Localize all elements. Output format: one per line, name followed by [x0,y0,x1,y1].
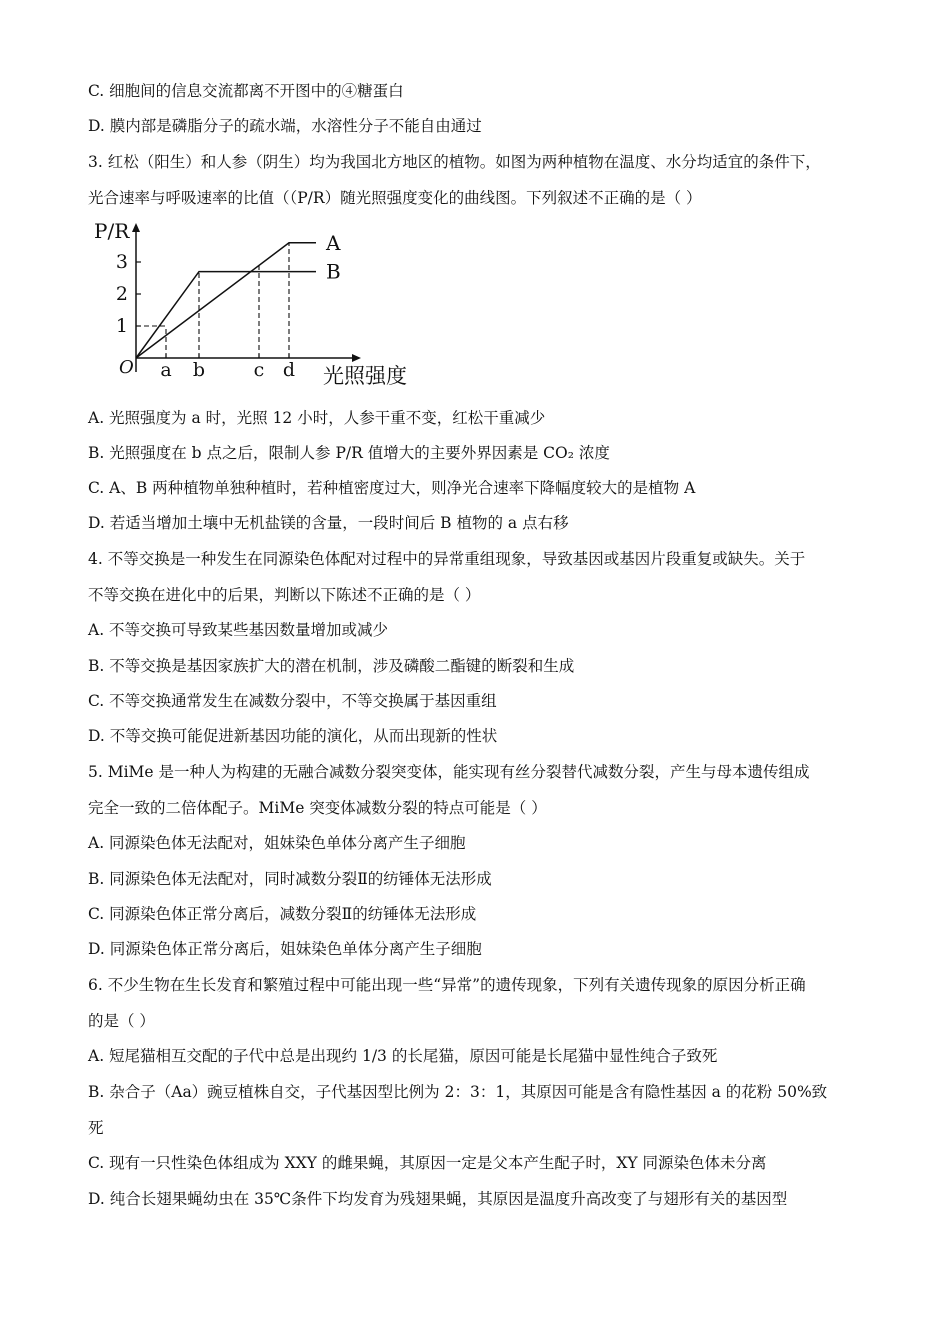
y-axis-label: P/R [94,219,130,243]
option-6c: C. 现有一只性染色体组成为 XXY 的雌果蝇，其原因一定是父本产生配子时，XY 同源染色体未分离 [88,1154,767,1172]
series-A-label: A [326,230,341,255]
option-4a: A. 不等交换可导致某些基因数量增加或减少 [88,621,389,639]
option-3a: A. 光照强度为 a 时，光照 12 小时，人参干重不变，红松干重减少 [88,409,546,427]
option-5a: A. 同源染色体无法配对，姐妹染色单体分离产生子细胞 [88,834,466,852]
option-4b: B. 不等交换是基因家族扩大的潜在机制，涉及磷酸二酯键的断裂和生成 [88,657,575,675]
option-5b: B. 同源染色体无法配对，同时减数分裂Ⅱ的纺锤体无法形成 [88,870,492,888]
question-4-stem-line2: 不等交换在进化中的后果，判断以下陈述不正确的是（ ） [88,586,481,604]
option-2d: D. 膜内部是磷脂分子的疏水端，水溶性分子不能自由通过 [88,117,482,135]
x-axis-arrow [352,354,361,362]
option-4c: C. 不等交换通常发生在减数分裂中，不等交换属于基因重组 [88,692,497,710]
question-6-stem-line1: 6. 不少生物在生长发育和繁殖过程中可能出现一些“异常”的遗传现象，下列有关遗传现象的原因分析正确 [88,976,806,994]
x-tick-label-d: d [282,359,296,381]
option-5d: D. 同源染色体正常分离后，姐妹染色单体分离产生子细胞 [88,940,482,958]
option-4d: D. 不等交换可能促进新基因功能的演化，从而出现新的性状 [88,727,498,745]
y-tick-label-2: 2 [115,283,128,305]
option-6a: A. 短尾猫相互交配的子代中总是出现约 1/3 的长尾猫，原因可能是长尾猫中显性纯合子致死 [88,1047,718,1065]
option-6b-line1: B. 杂合子（Aa）豌豆植株自交，子代基因型比例为 2：3：1，其原因可能是含有隐性基因 a 的花粉 50%致 [88,1083,828,1101]
option-3b: B. 光照强度在 b 点之后，限制人参 P/R 值增大的主要外界因素是 CO₂ 浓度 [88,444,610,462]
y-axis-arrow [132,223,140,232]
x-axis-label: 光照强度 [323,364,407,388]
question-3-stem-line2: 光合速率与呼吸速率的比值（（P/R）随光照强度变化的曲线图。下列叙述不正确的是（ ） [88,189,702,207]
question-3-stem-line1: 3. 红松（阳生）和人参（阴生）均为我国北方地区的植物。如图为两种植物在温度、水分均适宜的条件下， [88,153,821,171]
x-tick-label-a: a [160,359,172,381]
series-B-label: B [326,259,341,284]
question-5-stem-line1: 5. MiMe 是一种人为构建的无融合减数分裂突变体，能实现有丝分裂替代减数分裂，产生与母本遗传组成 [88,763,810,781]
option-3d: D. 若适当增加土壤中无机盐镁的含量，一段时间后 B 植物的 a 点右移 [88,514,569,532]
option-6d: D. 纯合长翅果蝇幼虫在 35℃条件下均发育为残翅果蝇，其原因是温度升高改变了与翅形有关的基因型 [88,1190,788,1208]
question-5-stem-line2: 完全一致的二倍体配子。MiMe 突变体减数分裂的特点可能是（ ） [88,799,547,817]
pr-light-chart [94,218,425,390]
option-2c: C. 细胞间的信息交流都离不开图中的④糖蛋白 [88,82,404,100]
y-tick-label-1: 1 [115,315,128,337]
option-6b-line2: 死 [88,1119,104,1137]
x-tick-label-c: c [253,359,265,381]
question-6-stem-line2: 的是（ ） [88,1012,155,1030]
option-5c: C. 同源染色体正常分离后，减数分裂Ⅱ的纺锤体无法形成 [88,905,477,923]
x-tick-label-b: b [192,359,206,381]
option-3c: C. A、B 两种植物单独种植时，若种植密度过大，则净光合速率下降幅度较大的是植物 A [88,479,696,497]
y-tick-label-3: 3 [115,251,128,273]
origin-label: O [119,357,134,378]
question-4-stem-line1: 4. 不等交换是一种发生在同源染色体配对过程中的异常重组现象，导致基因或基因片段重复或缺失。关于 [88,550,806,568]
